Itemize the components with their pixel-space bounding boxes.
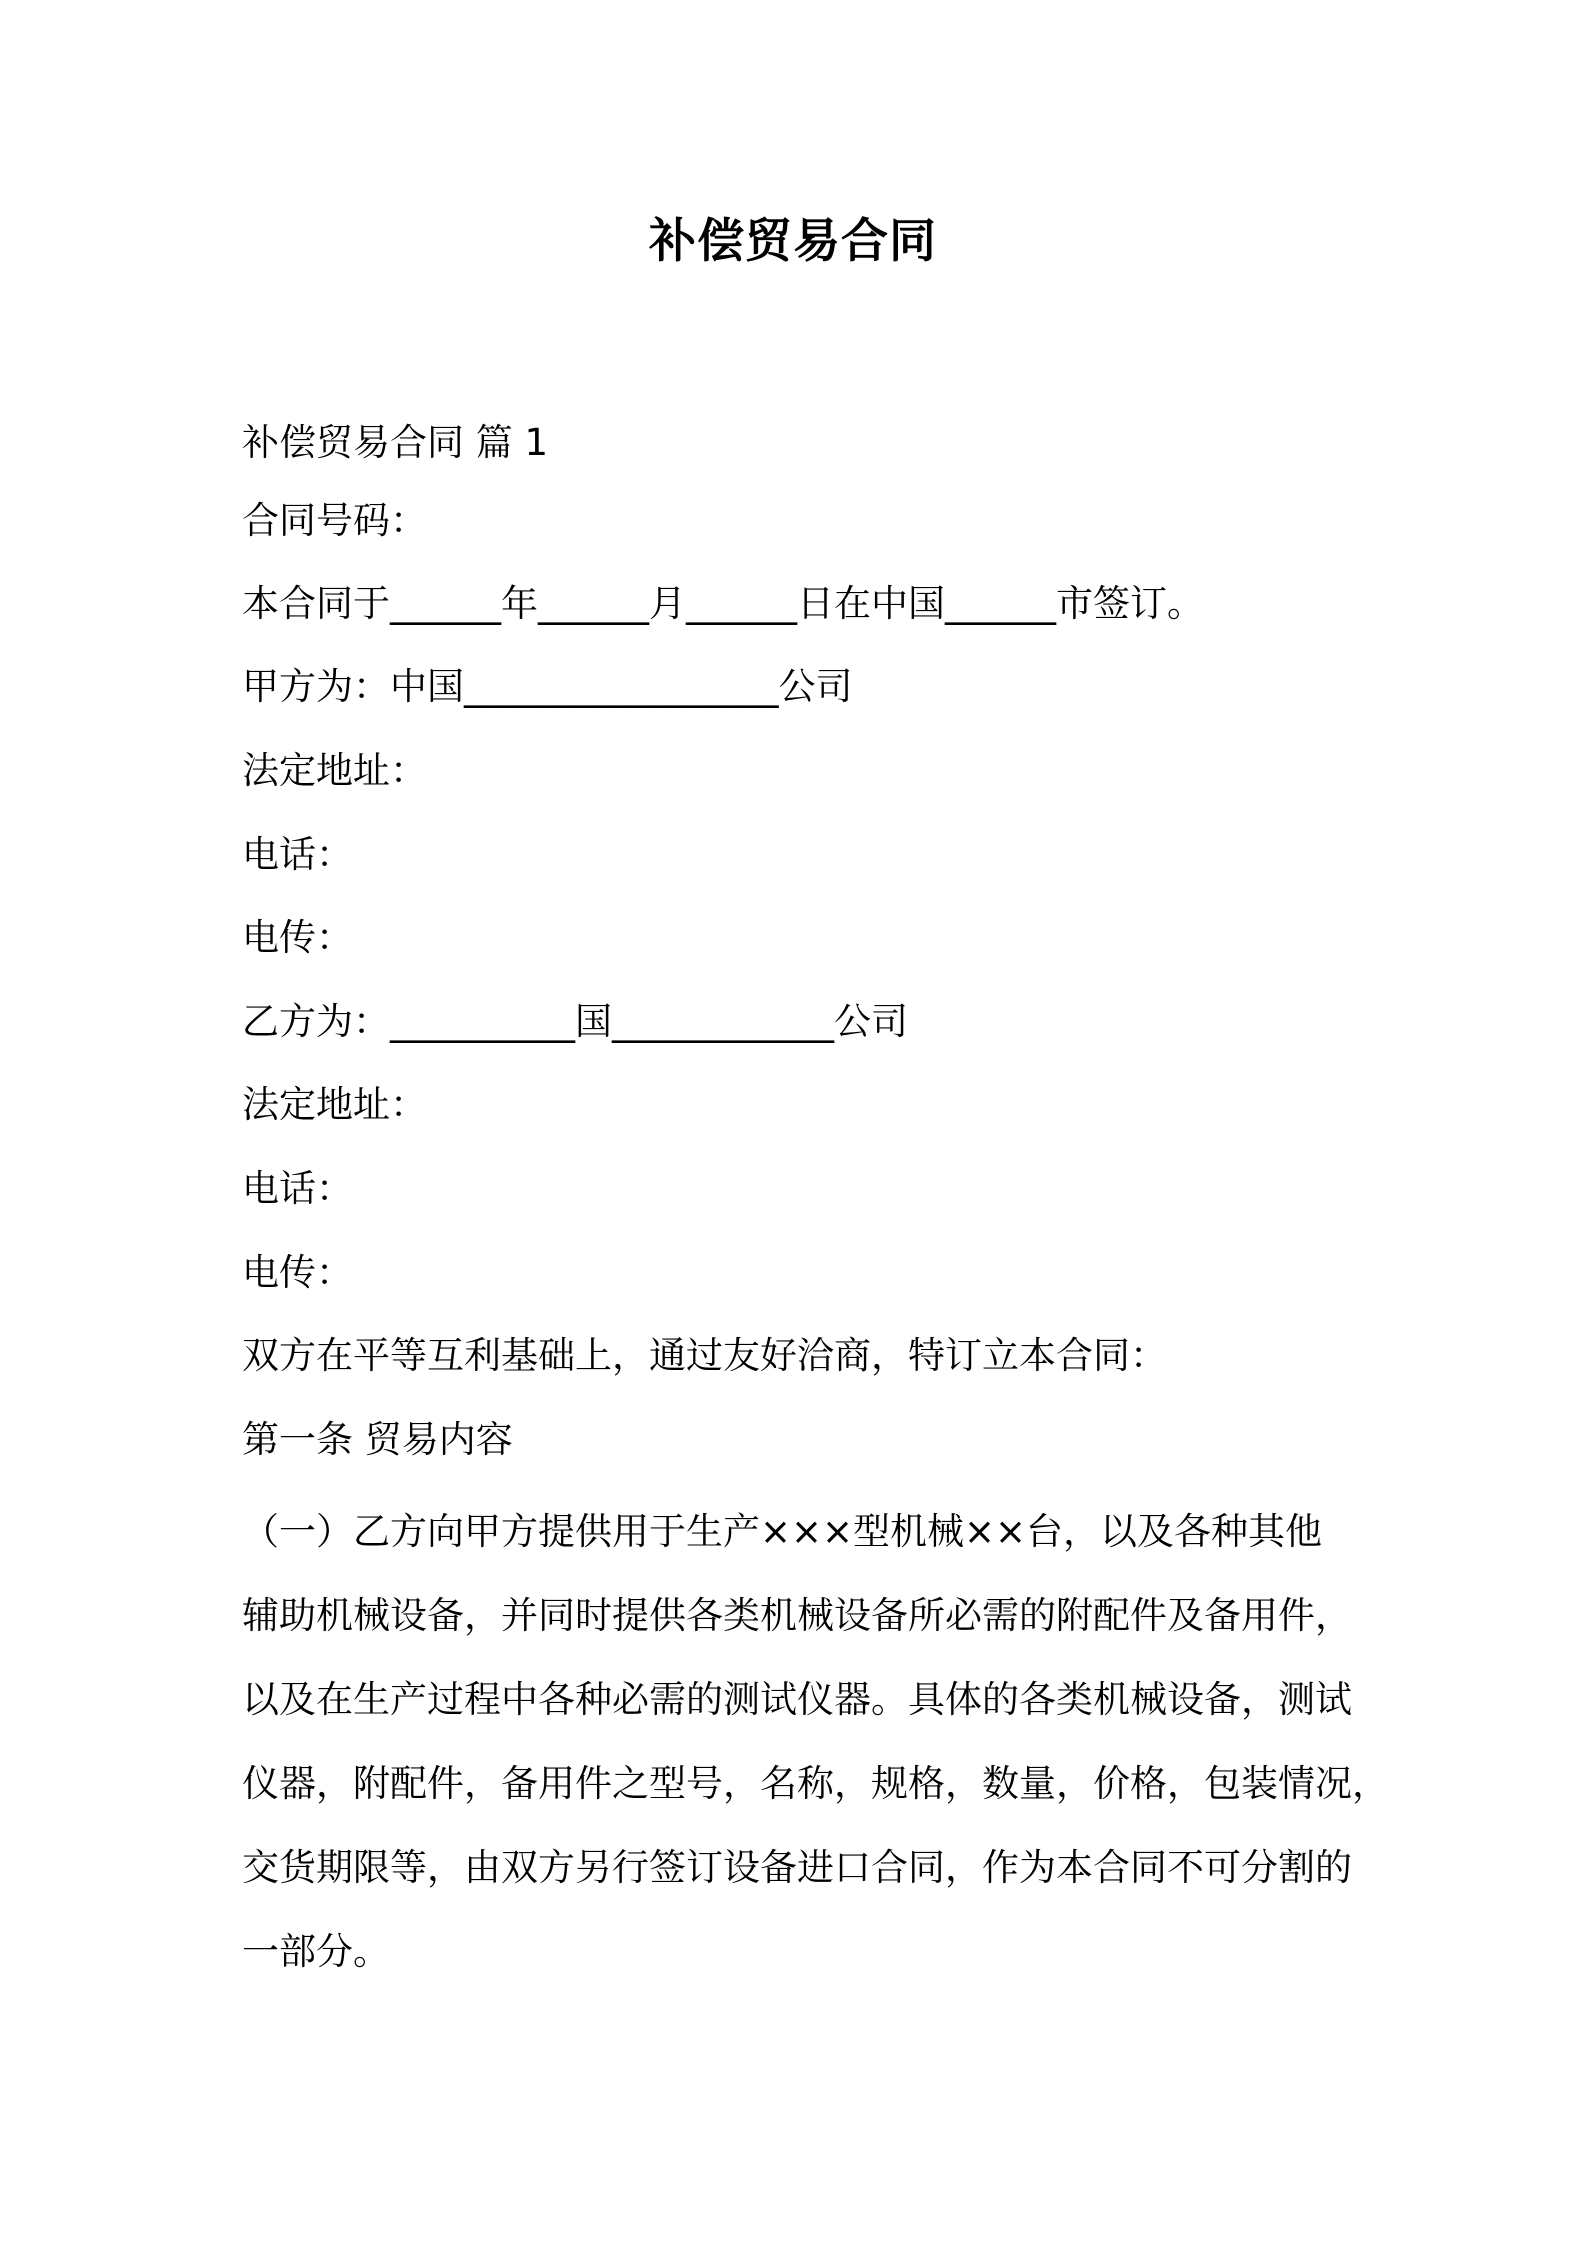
paragraph-line: 辅助机械设备，并同时提供各类机械设备所必需的附配件及备用件， [242, 1594, 1352, 1637]
party-a-telex-label: 电传： [242, 916, 353, 959]
preamble-line: 双方在平等互利基础上，通过友好洽商，特订立本合同： [242, 1334, 1167, 1377]
party-a-address-label: 法定地址： [242, 749, 427, 792]
party-b-address-label: 法定地址： [242, 1083, 427, 1126]
paragraph-line: 一部分。 [242, 1930, 390, 1973]
party-a-phone-label: 电话： [242, 833, 353, 876]
paragraph-line: （一）乙方向甲方提供用于生产×××型机械××台，以及各种其他 [242, 1510, 1323, 1553]
signing-date-line: 本合同于______年______月______日在中国______市签订。 [242, 582, 1204, 625]
article-one-paragraph [242, 1490, 1389, 1994]
party-b-line: 乙方为：__________国____________公司 [242, 1000, 908, 1043]
section-heading: 补偿贸易合同 篇 1 [242, 421, 549, 464]
contract-number-label: 合同号码： [242, 499, 427, 542]
paragraph-line: 仪器，附配件，备用件之型号，名称，规格，数量，价格，包装情况， [242, 1762, 1389, 1805]
article-one-heading: 第一条 贸易内容 [242, 1418, 513, 1461]
paragraph-line: 以及在生产过程中各种必需的测试仪器。具体的各类机械设备，测试 [242, 1678, 1352, 1721]
document-title: 补偿贸易合同 [649, 214, 937, 269]
party-b-phone-label: 电话： [242, 1167, 353, 1210]
party-a-line: 甲方为：中国_________________公司 [242, 665, 853, 708]
party-b-telex-label: 电传： [242, 1251, 353, 1294]
paragraph-line: 交货期限等，由双方另行签订设备进口合同，作为本合同不可分割的 [242, 1846, 1352, 1889]
